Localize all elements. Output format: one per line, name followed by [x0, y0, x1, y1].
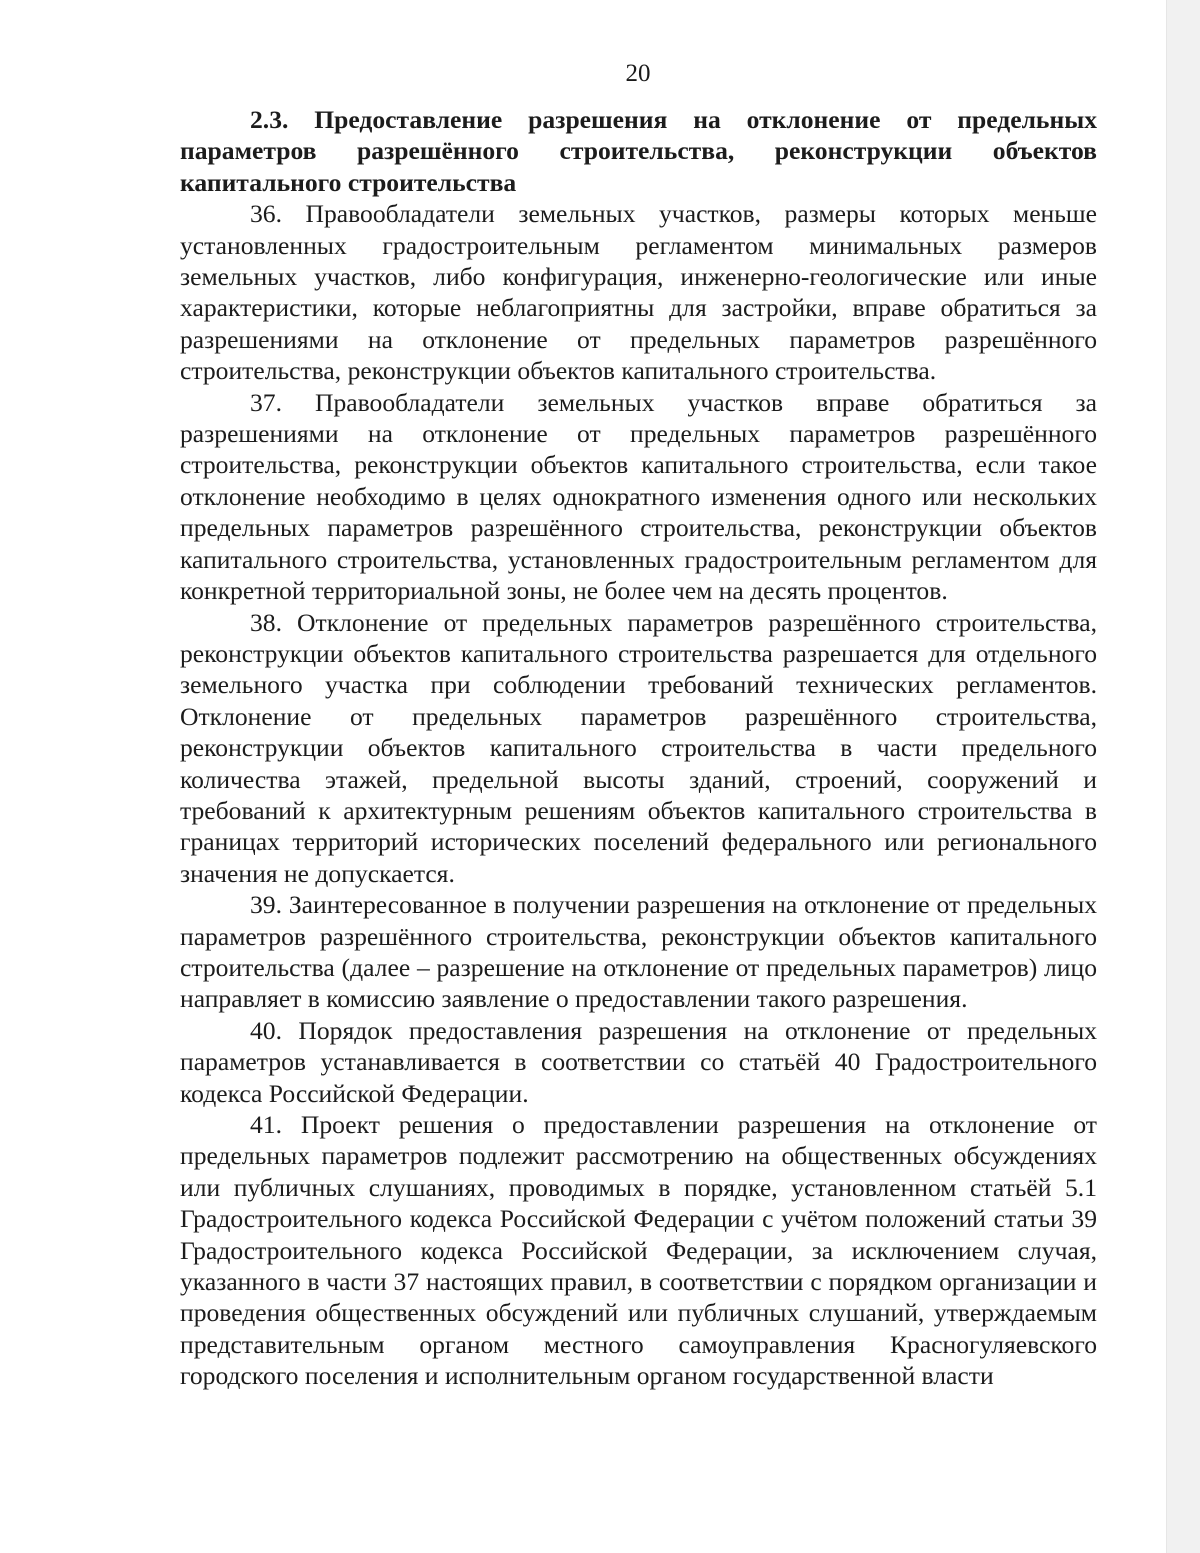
section-title: 2.3. Предоставление разрешения на отклонение от предельных параметров разрешённого строительства, реконструкции объектов капитального строительства	[180, 105, 1097, 197]
scan-edge-strip	[1166, 0, 1200, 1553]
paragraph-38: 38. Отклонение от предельных параметров разрешённого строительства, реконструкции объектов капитального строительства разрешается для отдельного земельного участка при соблюдении требований технических регламентов. Отклонение от предельных параметров разрешённого строительства, реконструкции объектов капитального строительства в части предельного количества этажей, предельной высоты зданий, строений, сооружений и требований к архитектурным решениям объектов капитального строительства в границах территорий исторических поселений федерального или регионального значения не допускается.	[180, 607, 1097, 888]
paragraph-41: 41. Проект решения о предоставлении разрешения на отклонение от предельных параметров подлежит рассмотрению на общественных обсуждениях или публичных слушаниях, проводимых в порядке, установленном статьёй 5.1 Градостроительного кодекса Российской Федерации с учётом положений статьи 39 Градостроительного кодекса Российской Федерации, за исключением случая, указанного в части 37 настоящих правил, в соответствии с порядком организации и проведения общественных обсуждений или публичных слушаний, утверждаемым представительным органом местного самоуправления Красногуляевского городского поселения и исполнительным органом государственной власти	[180, 1110, 1097, 1391]
paragraph-40: 40. Порядок предоставления разрешения на отклонение от предельных параметров устанавливается в соответствии со статьёй 40 Градостроительного кодекса Российской Федерации.	[180, 1015, 1097, 1108]
paragraph-36: 36. Правообладатели земельных участков, размеры которых меньше установленных градостроительным регламентом минимальных размеров земельных участков, либо конфигурация, инженерно-геологические или иные характеристики, которые неблагоприятны для застройки, вправе обратиться за разрешениями на отклонение от предельных параметров разрешённого строительства, реконструкции объектов капитального строительства.	[180, 199, 1097, 386]
document-body	[180, 104, 1097, 1392]
page-number: 20	[625, 60, 651, 87]
paragraph-37: 37. Правообладатели земельных участков вправе обратиться за разрешениями на отклонение от предельных параметров разрешённого строительства, реконструкции объектов капитального строительства, если такое отклонение необходимо в целях однократного изменения одного или нескольких предельных параметров разрешённого строительства, реконструкции объектов капитального строительства, установленных градостроительным регламентом для конкретной территориальной зоны, не более чем на десять процентов.	[180, 387, 1097, 606]
paragraph-39: 39. Заинтересованное в получении разрешения на отклонение от предельных параметров разрешённого строительства, реконструкции объектов капитального строительства (далее – разрешение на отклонение от предельных параметров) лицо направляет в комиссию заявление о предоставлении такого разрешения.	[180, 890, 1097, 1014]
